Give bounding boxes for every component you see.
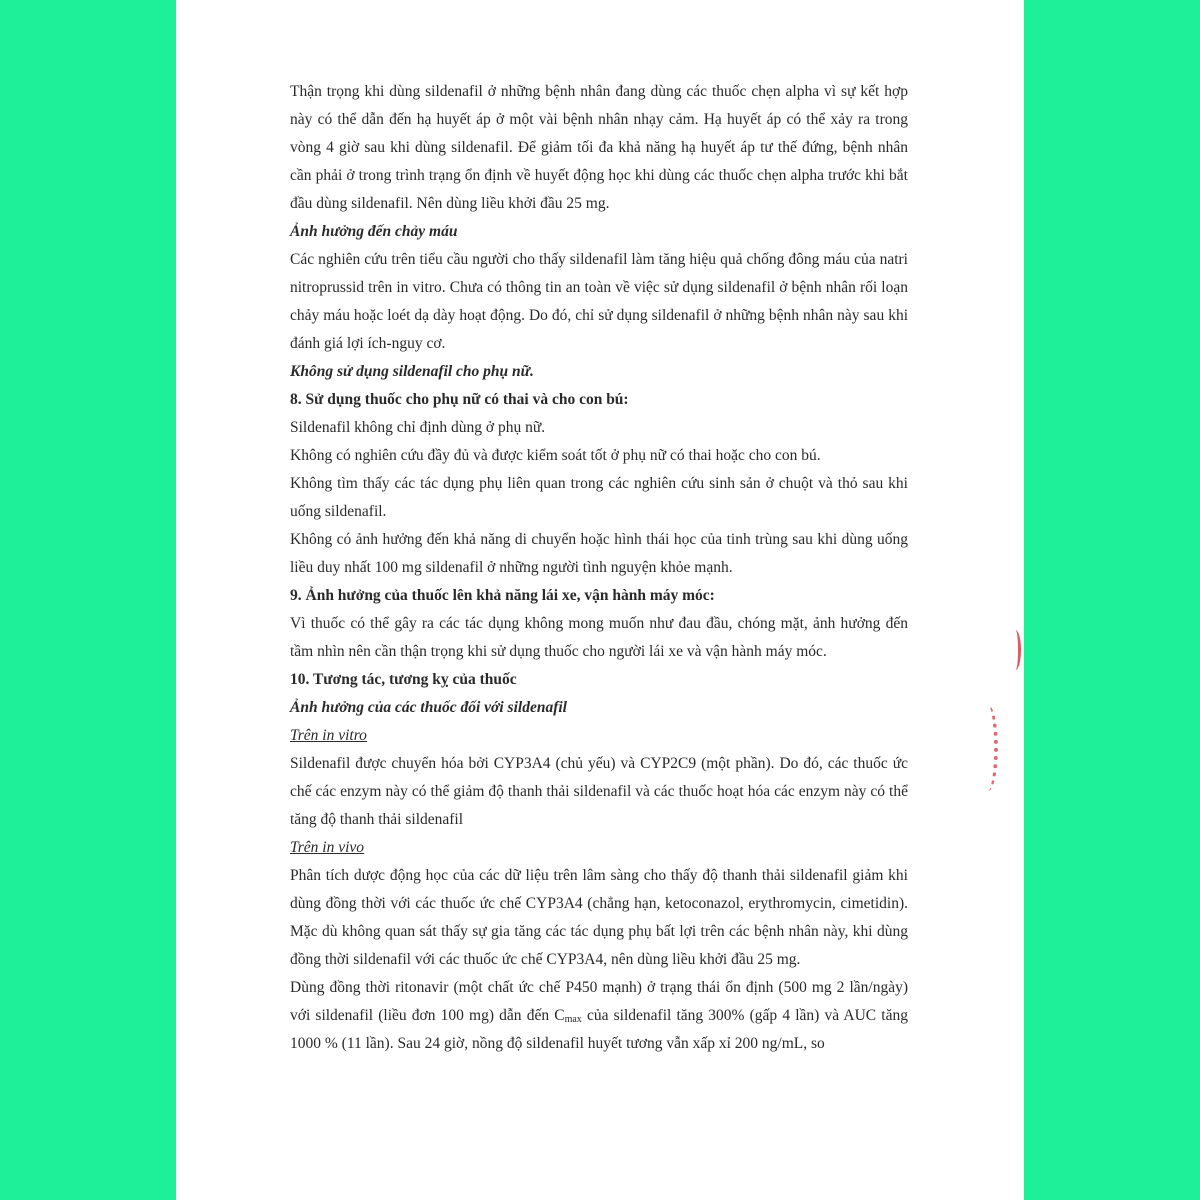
paragraph: Sildenafil không chỉ định dùng ở phụ nữ. xyxy=(290,419,546,436)
paragraph: Không có nghiên cứu đầy đủ và được kiểm soát tốt ở phụ nữ có thai hoặc cho con bú. xyxy=(290,447,821,464)
subscript: max xyxy=(564,1014,582,1025)
paragraph: Sildenafil được chuyển hóa bởi CYP3A4 (chủ yếu) và CYP2C9 (một phần). Do đó, các thuốc ức chế các enzym này có thể giảm độ thanh thải sildenafil và các thuốc hoạt hóa các enzym này có thể tăng độ thanh thải sildenafil xyxy=(290,755,908,828)
paragraph: Không có ảnh hưởng đến khả năng di chuyển hoặc hình thái học của tinh trùng sau khi dùng uống liều duy nhất 100 mg sildenafil ở những người tình nguyện khỏe mạnh. xyxy=(290,531,908,576)
paragraph: Thận trọng khi dùng sildenafil ở những bệnh nhân đang dùng các thuốc chẹn alpha vì sự kết hợp này có thể dẫn đến hạ huyết áp ở một vài bệnh nhân nhạy cảm. Hạ huyết áp có thể xảy ra trong vòng 4 giờ sau khi dùng sildenafil. Để giảm tối đa khả năng hạ huyết áp tư thế đứng, bệnh nhân cần phải ở trong trình trạng ổn định về huyết động học khi dùng các thuốc chẹn alpha trước khi bắt đầu dùng sildenafil. Nên dùng liều khởi đầu 25 mg. xyxy=(290,83,908,212)
paragraph xyxy=(290,974,908,1058)
paragraph: Phân tích dược động học của các dữ liệu trên lâm sàng cho thấy độ thanh thải sildenafil giảm khi dùng đồng thời với các thuốc ức chế CYP3A4 (chẳng hạn, ketoconazol, erythromycin, cimetidin). Mặc dù không quan sát thấy sự gia tăng các tác dụng phụ bất lợi trên các bệnh nhân này, khi dùng đồng thời sildenafil với các thuốc ức chế CYP3A4, nên dùng liều khởi đầu 25 mg. xyxy=(290,867,908,968)
subheading: Ảnh hưởng đến chảy máu xyxy=(290,223,458,240)
text-run: của sildenafil tăng 300% (gấp 4 lần) và AUC tăng 1000 % (11 lần). Sau 24 giờ, nồng độ sildenafil huyết tương vẫn xấp xỉ 200 ng/mL, so xyxy=(290,1007,908,1052)
document-page xyxy=(176,0,1024,1200)
section-heading: 10. Tương tác, tương kỵ của thuốc xyxy=(290,671,517,688)
subheading: Ảnh hưởng của các thuốc đối với sildenafil xyxy=(290,699,567,716)
subheading-underlined: Trên in vivo xyxy=(290,839,365,856)
red-stamp-mark xyxy=(978,705,998,791)
section-heading: 8. Sử dụng thuốc cho phụ nữ có thai và cho con bú: xyxy=(290,391,629,408)
document-body xyxy=(290,78,908,1058)
paragraph: Không tìm thấy các tác dụng phụ liên quan trong các nghiên cứu sinh sản ở chuột và thỏ sau khi uống sildenafil. xyxy=(290,475,908,520)
section-heading: 9. Ảnh hưởng của thuốc lên khả năng lái xe, vận hành máy móc: xyxy=(290,587,715,604)
red-stamp-mark xyxy=(1010,630,1021,670)
paragraph: Các nghiên cứu trên tiểu cầu người cho thấy sildenafil làm tăng hiệu quả chống đông máu của natri nitroprussid trên in vitro. Chưa có thông tin an toàn về việc sử dụng sildenafil ở bệnh nhân rối loạn chảy máu hoặc loét dạ dày hoạt động. Do đó, chỉ sử dụng sildenafil ở những bệnh nhân này sau khi đánh giá lợi ích-nguy cơ. xyxy=(290,251,908,352)
subheading-underlined: Trên in vitro xyxy=(290,727,367,744)
subheading: Không sử dụng sildenafil cho phụ nữ. xyxy=(290,363,534,380)
paragraph: Vì thuốc có thể gây ra các tác dụng không mong muốn như đau đầu, chóng mặt, ảnh hưởng đến tầm nhìn nên cần thận trọng khi sử dụng thuốc cho người lái xe và vận hành máy móc. xyxy=(290,615,908,660)
text-run: Dùng đồng thời ritonavir (một chất ức chế P450 mạnh) ở trạng thái ổn định (500 mg 2 lần/ngày) với sildenafil (liều đơn 100 mg) dẫn đến C xyxy=(290,979,908,1024)
